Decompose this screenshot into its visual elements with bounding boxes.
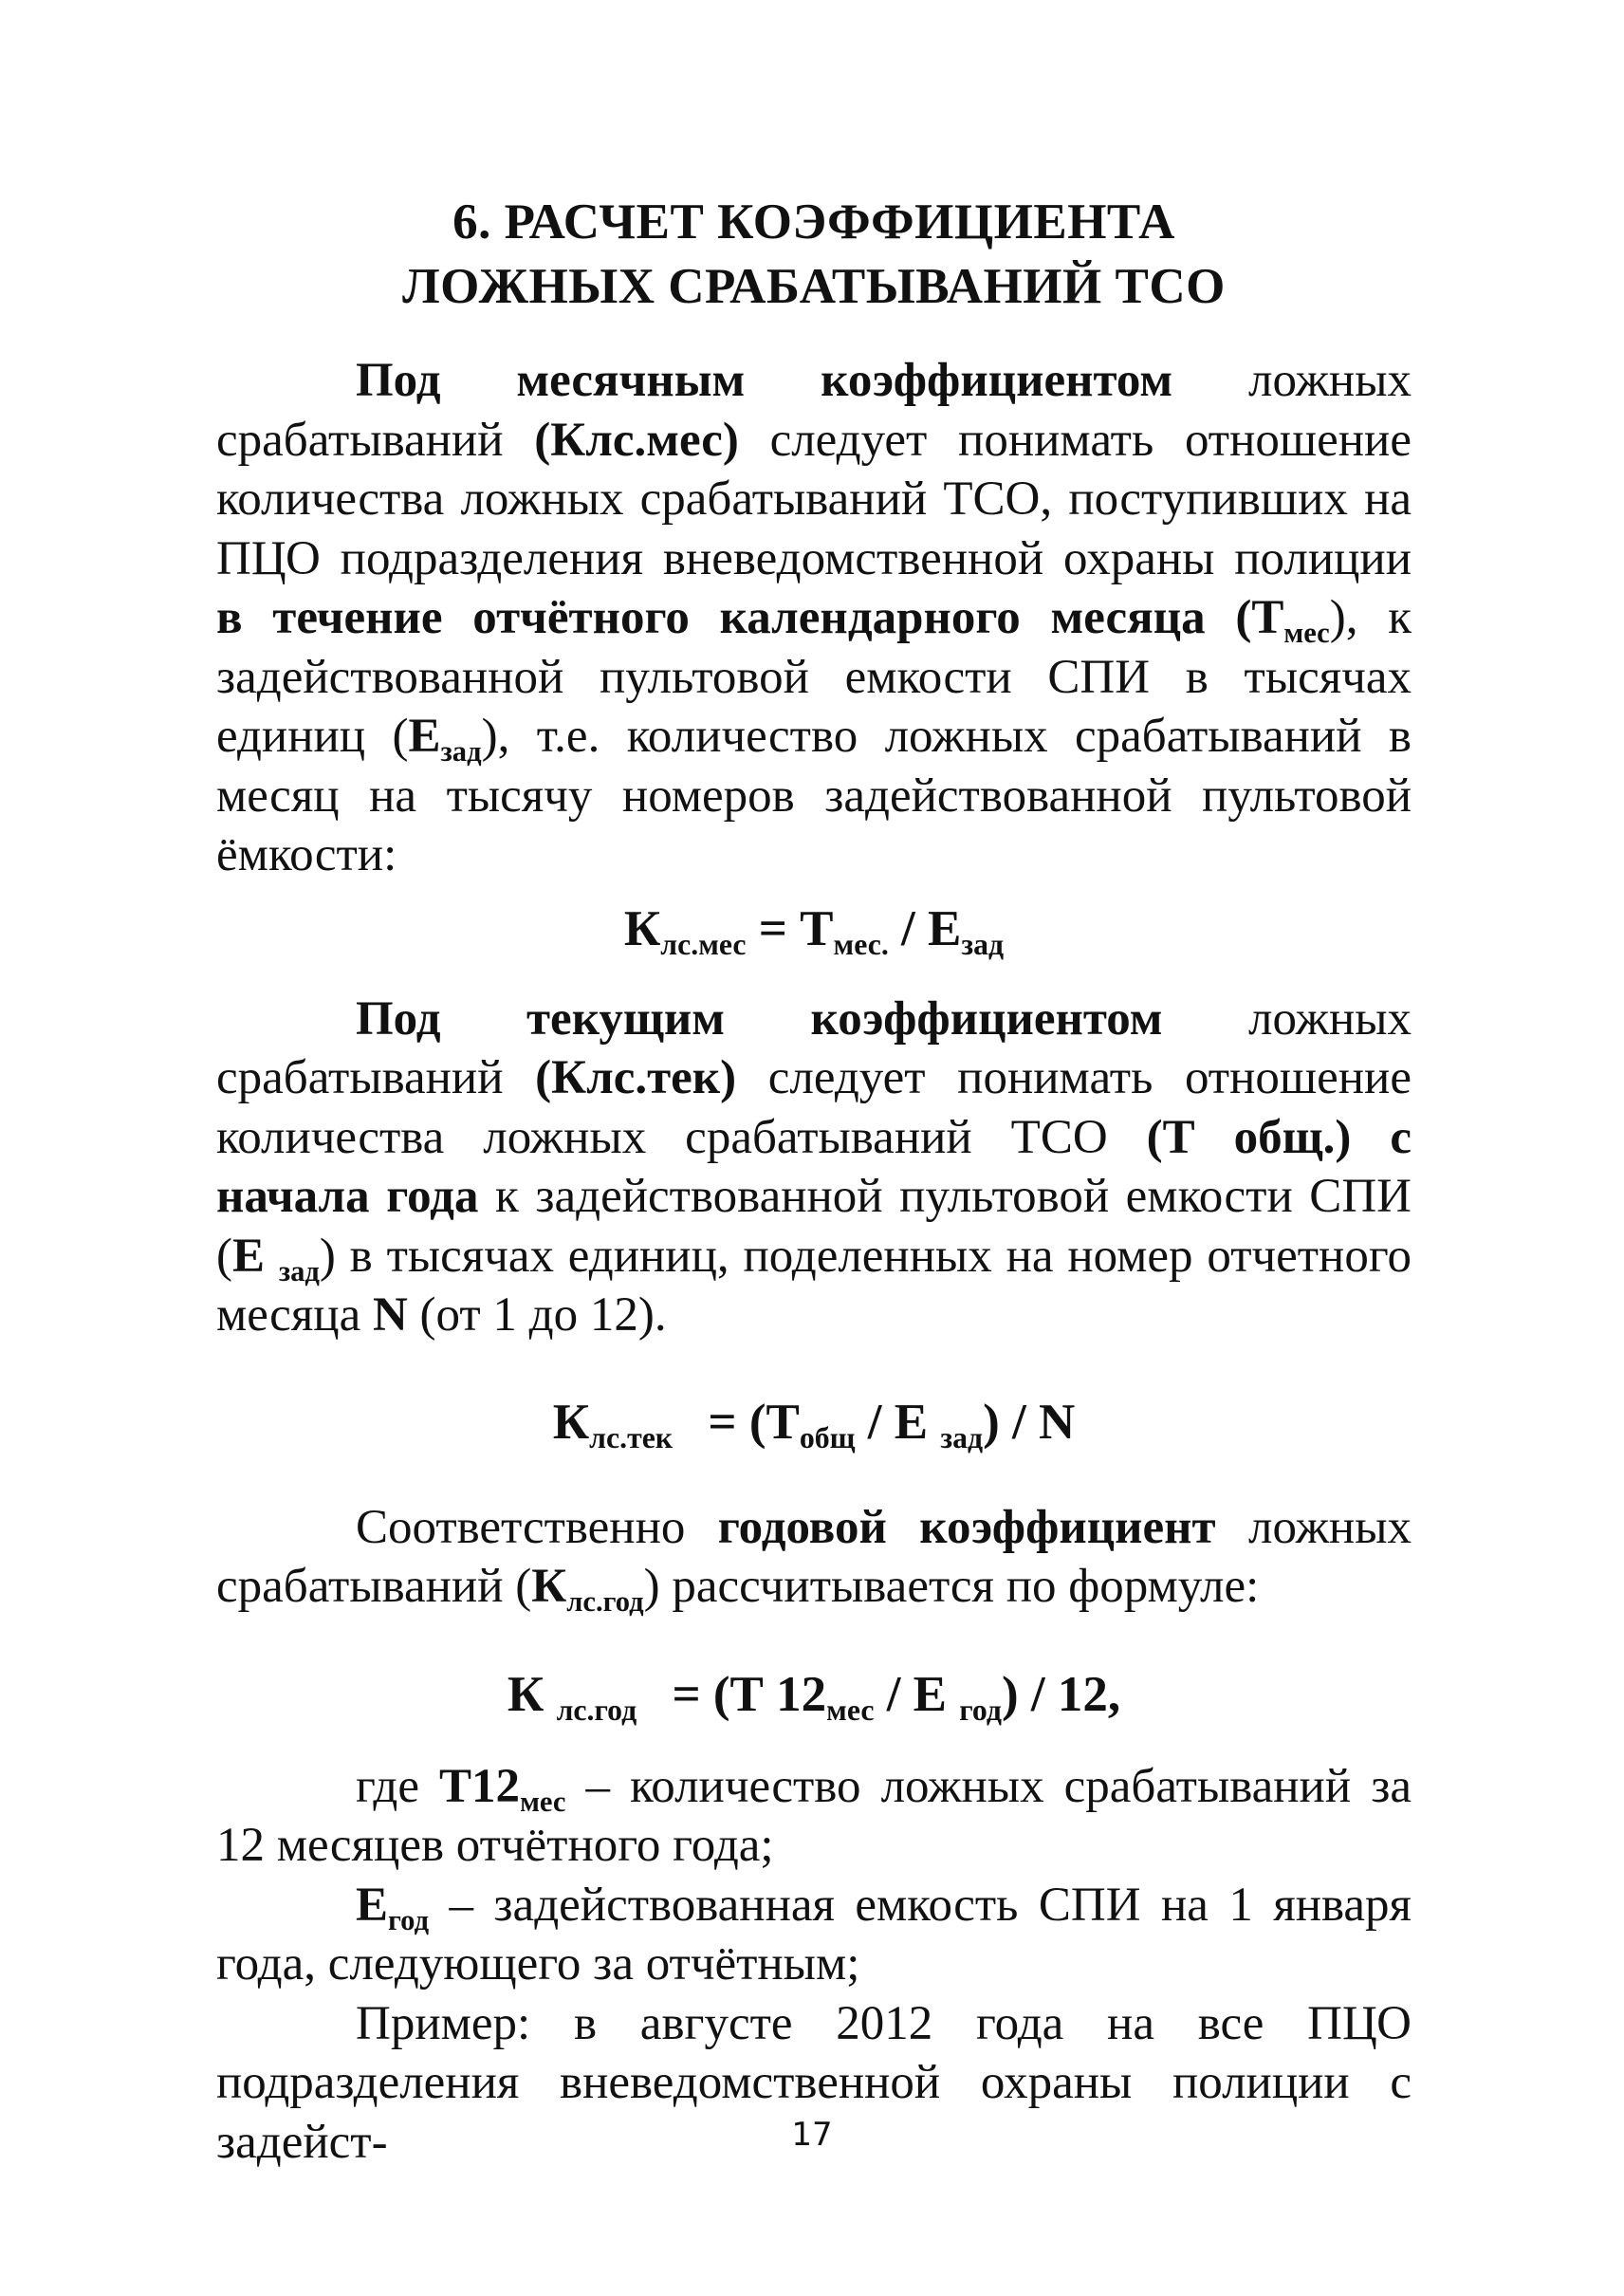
section-heading [216,190,1412,319]
formula-current [216,1388,1412,1456]
subscript: зад [440,734,482,768]
subscript: лс.тек [589,1420,674,1454]
subscript: мес. [833,927,889,961]
text-run: к задействованной пультовой емкости СПИ ( [216,1170,1412,1283]
subscript: лс.год [566,1584,644,1618]
text-run: ), к задействованной пультовой емкости СПИ в тысячах единиц ( [216,591,1412,763]
subscript: зад [961,927,1005,961]
subscript: общ [799,1420,856,1454]
heading-line-2: ЛОЖНЫХ СРАБАТЫВАНИЙ ТСО [402,259,1226,314]
formula-annual [216,1660,1412,1729]
bold-term: в течение отчётного календарного месяца (Т [216,591,1284,644]
bold-term: Е [231,1229,279,1283]
bold-term: годовой коэффициент [717,1500,1216,1554]
formula-symbol: = (Т [695,1394,800,1450]
formula-symbol: ) / N [983,1394,1076,1450]
subscript: мес [826,1693,875,1727]
bold-term: (Клс.мес) [534,413,739,467]
formula-symbol: ) / 12, [1001,1666,1121,1722]
formula-symbol: К [552,1394,590,1450]
subscript: мес [1283,616,1330,649]
paragraph-egod-definition [216,1876,1412,1994]
text-run: Пример: в августе 2012 года на все ПЦО подразделения вневедомственной охраны полиции с задейст- [216,1996,1412,2169]
text-run: Соответственно [356,1500,718,1554]
bold-term: (Т общ.) с начала года [216,1110,1412,1223]
page-number: 17 [791,2116,833,2154]
text-run: ), т.е. количество ложных срабатываний в месяц на тысячу номеров задействованной пультовой ёмкости: [216,710,1412,881]
bold-term: Под месячным коэффициентом [356,354,1173,407]
text-run: – количество ложных срабатываний за 12 месяцев отчётного года; [216,1759,1412,1872]
text-run: – задействованная емкость СПИ на 1 января года, следующего за отчётным; [216,1878,1412,1990]
bold-term: Е [408,710,441,763]
subscript: мес [520,1785,566,1818]
text-run: (от 1 до 12). [407,1288,667,1342]
paragraph-annual-coefficient [216,1498,1412,1617]
bold-term: (Клс.тек) [535,1051,737,1104]
heading-line-1: 6. РАСЧЕТ КОЭФФИЦИЕНТА [452,194,1175,250]
formula-symbol: К [507,1666,557,1722]
formula-symbol: = (Т 12 [659,1666,827,1722]
bold-term: К [531,1560,567,1613]
text-run: где [356,1759,440,1813]
paragraph-monthly-coefficient [216,351,1412,885]
paragraph-t12-definition [216,1757,1412,1876]
text-run: следует понимать отношение количества ложных срабатываний ТСО, поступивших на ПЦО подразделения вневедомственной охраны полиции [216,413,1412,585]
subscript: зад [940,1420,984,1454]
subscript: лс.год [556,1693,637,1727]
subscript: год [959,1693,1002,1727]
subscript: зад [278,1254,320,1287]
text-run: следует понимать отношение количества ложных срабатываний ТСО [216,1051,1412,1164]
page-content [216,190,1412,2172]
bold-term: Т12 [439,1759,521,1813]
paragraph-current-coefficient [216,990,1412,1345]
text-run: ) рассчитывается по формуле: [643,1560,1260,1613]
formula-monthly [216,895,1412,963]
text-run: ложных срабатываний [216,991,1412,1104]
text-run: ложных срабатываний [216,354,1412,467]
bold-term: N [372,1288,408,1342]
formula-symbol: / Е [888,900,962,956]
subscript: лс.мес [660,927,747,961]
formula-symbol: = Т [746,900,834,956]
bold-term: Под текущим коэффициентом [356,991,1163,1046]
text-run: ) в тысячах единиц, поделенных на номер отчетного месяца [216,1229,1412,1342]
formula-symbol: / Е [855,1394,941,1450]
text-run: ложных срабатываний ( [216,1500,1412,1613]
formula-symbol: К [623,900,661,956]
bold-term: Е [356,1878,389,1932]
formula-symbol: / Е [874,1666,960,1722]
subscript: год [388,1903,430,1936]
